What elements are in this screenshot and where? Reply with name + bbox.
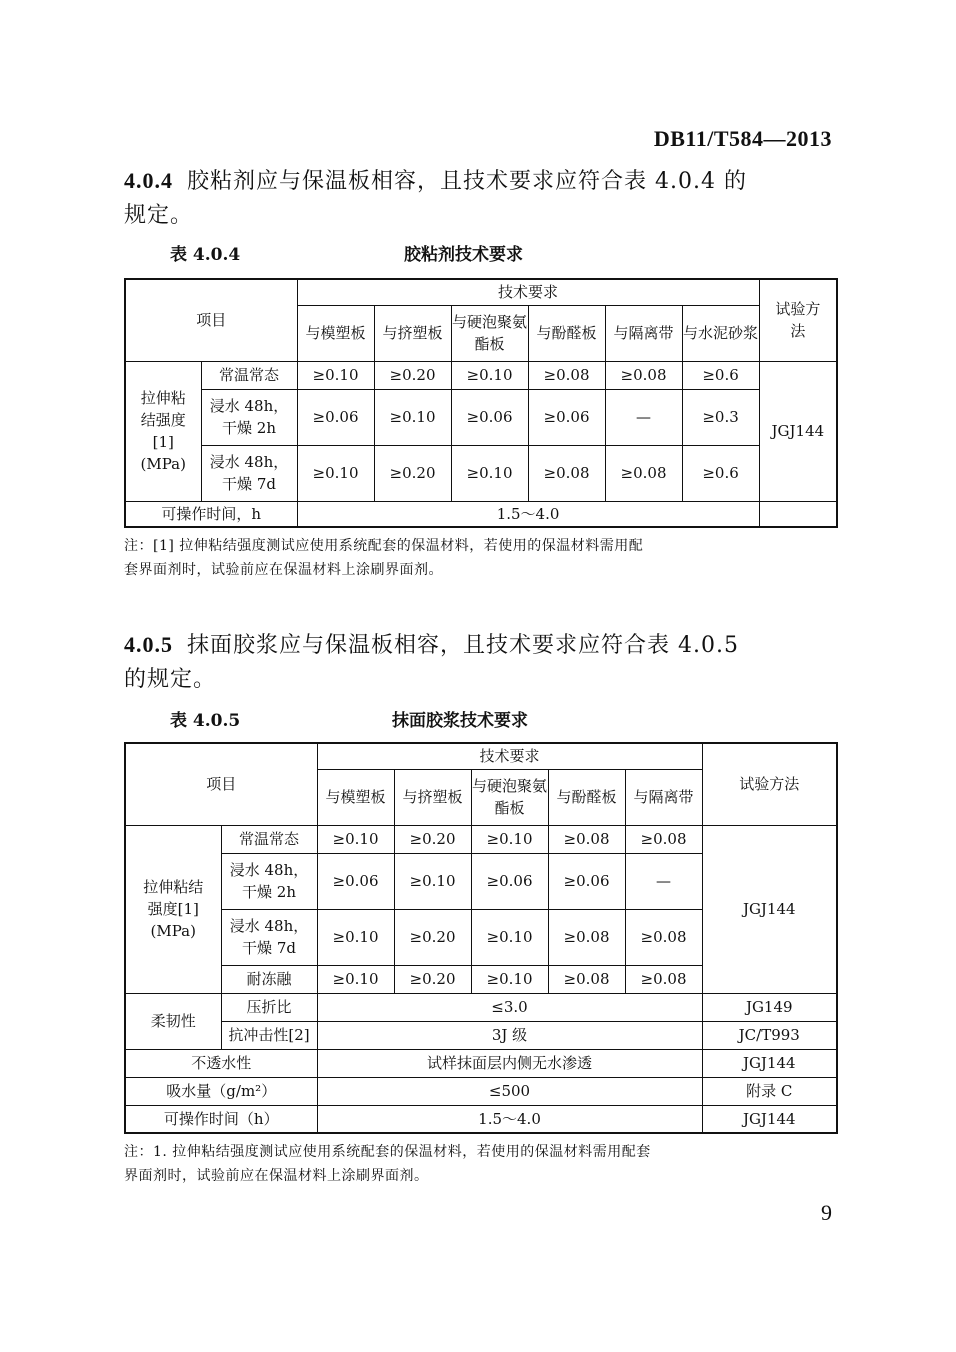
value-cell: ≥0.08 [548,825,625,853]
clause-text-line2: 规定。 [124,203,194,228]
value-cell: ≥0.20 [394,965,471,993]
note-line1: 注：1. 拉伸粘结强度测试应使用系统配套的保温材料，若使用的保温材料需用配套 [124,1144,651,1160]
header-item: 项目 [125,743,317,825]
row-condition: 常温常态 [221,825,317,853]
col-header: 与模塑板 [317,769,394,825]
clause-number: 4.0.5 [124,632,173,657]
value-cell: ≥0.08 [548,909,625,965]
value-cell: — [625,853,702,909]
empty-cell [759,501,837,527]
row-label: 吸水量（g/m²） [125,1077,317,1105]
col-header: 与隔离带 [625,769,702,825]
value-cell: ≥0.10 [471,909,548,965]
row-label: 可操作时间（h） [125,1105,317,1133]
value-cell: 1.5～4.0 [317,1105,702,1133]
note-line2: 套界面剂时，试验前应在保温材料上涂刷界面剂。 [124,562,443,578]
page-number: 9 [821,1200,832,1225]
row-label: 不透水性 [125,1049,317,1077]
value-cell: ≥0.06 [548,853,625,909]
value-cell: ≥0.20 [374,361,451,389]
operation-time-value: 1.5～4.0 [297,501,759,527]
value-cell: ≥0.08 [625,965,702,993]
clause-text-line1: 胶粘剂应与保温板相容，且技术要求应符合表 4.0.4 的 [187,169,747,194]
clause-4-0-4 [124,164,836,233]
table1-title: 胶粘剂技术要求 [404,245,523,265]
value-cell: ≥0.06 [317,853,394,909]
col-header: 与酚醛板 [548,769,625,825]
note-line1: 注：[1] 拉伸粘结强度测试应使用系统配套的保温材料，若使用的保温材料需用配 [124,538,644,554]
col-header: 与模塑板 [297,305,374,361]
value-cell: ≥0.08 [605,361,682,389]
value-cell: ≥0.08 [548,965,625,993]
value-cell: ≥0.10 [451,445,528,501]
row-condition: 浸水 48h，干燥 7d [201,445,297,501]
value-cell: ≥0.10 [317,965,394,993]
table2-label: 表 4.0.5 [170,711,241,731]
value-cell: ≥0.10 [471,825,548,853]
row-condition: 浸水 48h，干燥 2h [201,389,297,445]
clause-number: 4.0.4 [124,168,173,193]
value-cell: ≥0.20 [394,909,471,965]
header-item: 项目 [125,279,297,361]
row-condition: 抗冲击性[2] [221,1021,317,1049]
test-method-value: JGJ144 [702,825,837,993]
value-cell: 试样抹面层内侧无水渗透 [317,1049,702,1077]
value-cell: ≥0.08 [528,361,605,389]
test-method-value: JC/T993 [702,1021,837,1049]
value-cell: ≥0.10 [297,445,374,501]
test-method-value: JGJ144 [702,1105,837,1133]
value-cell: ≥0.06 [297,389,374,445]
value-cell: ≥0.08 [605,445,682,501]
test-method-value: 附录 C [702,1077,837,1105]
table2-note [124,1140,836,1188]
value-cell: ≥0.06 [451,389,528,445]
value-cell: — [605,389,682,445]
value-cell: 3J 级 [317,1021,702,1049]
value-cell: ≥0.10 [297,361,374,389]
header-test-method: 试验方法 [702,743,837,825]
value-cell: ≥0.20 [394,825,471,853]
header-tech-requirements: 技术要求 [317,743,702,769]
group-label-bond-strength: 拉伸粘结强度[1](MPa) [125,361,201,501]
value-cell: ≥0.6 [682,361,759,389]
col-header: 与挤塑板 [394,769,471,825]
header-test-method: 试验方法 [759,279,837,361]
table1-label: 表 4.0.4 [170,245,241,265]
col-header: 与隔离带 [605,305,682,361]
col-header: 与水泥砂浆 [682,305,759,361]
value-cell: ≥0.06 [471,853,548,909]
mortar-requirements-table [124,742,838,1134]
value-cell: ≥0.20 [374,445,451,501]
test-method-value: JGJ144 [702,1049,837,1077]
col-header: 与挤塑板 [374,305,451,361]
value-cell: ≤3.0 [317,993,702,1021]
col-header: 与酚醛板 [528,305,605,361]
value-cell: ≥0.10 [394,853,471,909]
col-header: 与硬泡聚氨酯板 [471,769,548,825]
value-cell: ≥0.10 [471,965,548,993]
value-cell: ≤500 [317,1077,702,1105]
flexibility-label: 柔韧性 [125,993,221,1049]
row-condition: 浸水 48h，干燥 2h [221,853,317,909]
adhesive-requirements-table [124,278,838,528]
row-condition: 耐冻融 [221,965,317,993]
table1-note [124,534,836,582]
standard-code: DB11/T584—2013 [653,126,832,151]
clause-text-line1: 抹面胶浆应与保温板相容，且技术要求应符合表 4.0.5 [187,633,739,658]
clause-4-0-5 [124,628,836,697]
value-cell: ≥0.10 [374,389,451,445]
value-cell: ≥0.10 [317,825,394,853]
clause-text-line2: 的规定。 [124,667,217,692]
row-condition: 浸水 48h，干燥 7d [221,909,317,965]
test-method-value: JGJ144 [759,361,837,501]
header-tech-requirements: 技术要求 [297,279,759,305]
value-cell: ≥0.10 [451,361,528,389]
operation-time-label: 可操作时间，h [125,501,297,527]
note-line2: 界面剂时，试验前应在保温材料上涂刷界面剂。 [124,1168,429,1184]
value-cell: ≥0.08 [528,445,605,501]
value-cell: ≥0.6 [682,445,759,501]
row-condition: 常温常态 [201,361,297,389]
value-cell: ≥0.08 [625,825,702,853]
value-cell: ≥0.3 [682,389,759,445]
value-cell: ≥0.06 [528,389,605,445]
row-condition: 压折比 [221,993,317,1021]
group-label-bond-strength: 拉伸粘结强度[1](MPa) [125,825,221,993]
test-method-value: JG149 [702,993,837,1021]
table2-title: 抹面胶浆技术要求 [392,711,528,731]
col-header: 与硬泡聚氨酯板 [451,305,528,361]
value-cell: ≥0.10 [317,909,394,965]
value-cell: ≥0.08 [625,909,702,965]
